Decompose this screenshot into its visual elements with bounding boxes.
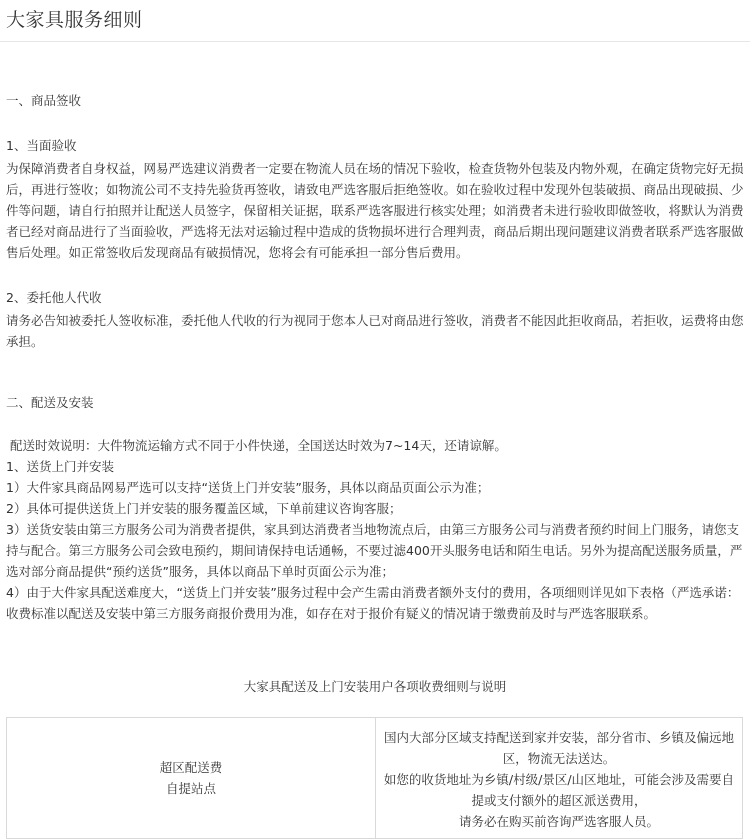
subheading-door-delivery-install: 1、送货上门并安装 — [6, 459, 114, 474]
section-heading-receipt: 一、商品签收 — [6, 93, 82, 108]
fee-description-line: 如您的收货地址为乡镇/村级/景区/山区地址，可能会涉及需要自提或支付额外的超区派送费用， — [383, 771, 735, 808]
subheading-proxy-receipt: 2、委托他人代收 — [6, 290, 102, 305]
list-item: 2）具体可提供送货上门并安装的服务覆盖区域，下单前建议咨询客服； — [6, 501, 402, 516]
fee-name-line: 自提站点 — [165, 781, 216, 796]
subheading-in-person-inspection: 1、当面验收 — [6, 138, 77, 153]
fee-description-cell — [376, 718, 743, 839]
fee-table — [6, 717, 743, 839]
fee-description-line: 请务必在购买前咨询严选客服人员。 — [458, 813, 659, 829]
list-item: 3）送货安装由第三方服务公司为消费者提供，家具到达消费者当地物流点后，由第三方服务公司与消费者预约时间上门服务，请您支持与配合。第三方服务公司会致电预约，期间请保持电话通畅，不要过滤400开头服务电话和陌生电话。另外为提高配送服务质量，严选对部分商品提供“预约送货”服务，具体以商品下单时页面公示为准； — [6, 522, 743, 579]
page-title: 大家具服务细则 — [6, 9, 143, 31]
fee-name-cell — [7, 718, 376, 839]
fee-description-line: 国内大部分区域支持配送到家并安装，部分省市、乡镇及偏远地区，物流无法送达。 — [383, 729, 734, 766]
delivery-time-note: 配送时效说明：大件物流运输方式不同于小件快递，全国送达时效为7~14天，还请谅解。 — [10, 438, 507, 453]
paragraph-in-person-inspection: 为保障消费者自身权益，网易严选建议消费者一定要在物流人员在场的情况下验收，检查货物外包装及内物外观，在确定货物完好无损后，再进行签收；如物流公司不支持先验货再签收，请致电严选客服后拒绝签收。如在验收过程中发现外包装破损、商品出现破损、少件等问题，请自行拍照并让配送人员签字，保留相关证据，联系严选客服进行核实处理；如消费者未进行验收即做签收，将默认为消费者已经对商品进行了当面验收，严选将无法对运输过程中造成的货物损坏进行合理判责，商品后期出现问题建议消费者联系严选客服做售后处理。如正常签收后发现商品有破损情况，您将会有可能承担一部分售后费用。 — [6, 161, 744, 260]
title-bar — [0, 0, 750, 42]
article-content — [0, 90, 750, 839]
table-row — [7, 718, 743, 839]
fee-name-line: 超区配送费 — [159, 760, 223, 775]
fee-table-caption: 大家具配送及上门安装用户各项收费细则与说明 — [243, 679, 507, 694]
list-item: 1）大件家具商品网易严选可以支持“送货上门并安装”服务，具体以商品页面公示为准； — [6, 480, 490, 495]
section-heading-delivery-install: 二、配送及安装 — [6, 395, 94, 410]
list-item: 4）由于大件家具配送难度大，“送货上门并安装”服务过程中会产生需由消费者额外支付的费用，各项细则详见如下表格（严选承诺：收费标准以配送及安装中第三方服务商报价费用为准，如存在对于报价有疑义的情况请于缴费前及时与严选客服联系。 — [6, 585, 740, 621]
paragraph-proxy-receipt: 请务必告知被委托人签收标准，委托他人代收的行为视同于您本人已对商品进行签收，消费者不能因此拒收商品，若拒收，运费将由您承担。 — [6, 313, 744, 349]
